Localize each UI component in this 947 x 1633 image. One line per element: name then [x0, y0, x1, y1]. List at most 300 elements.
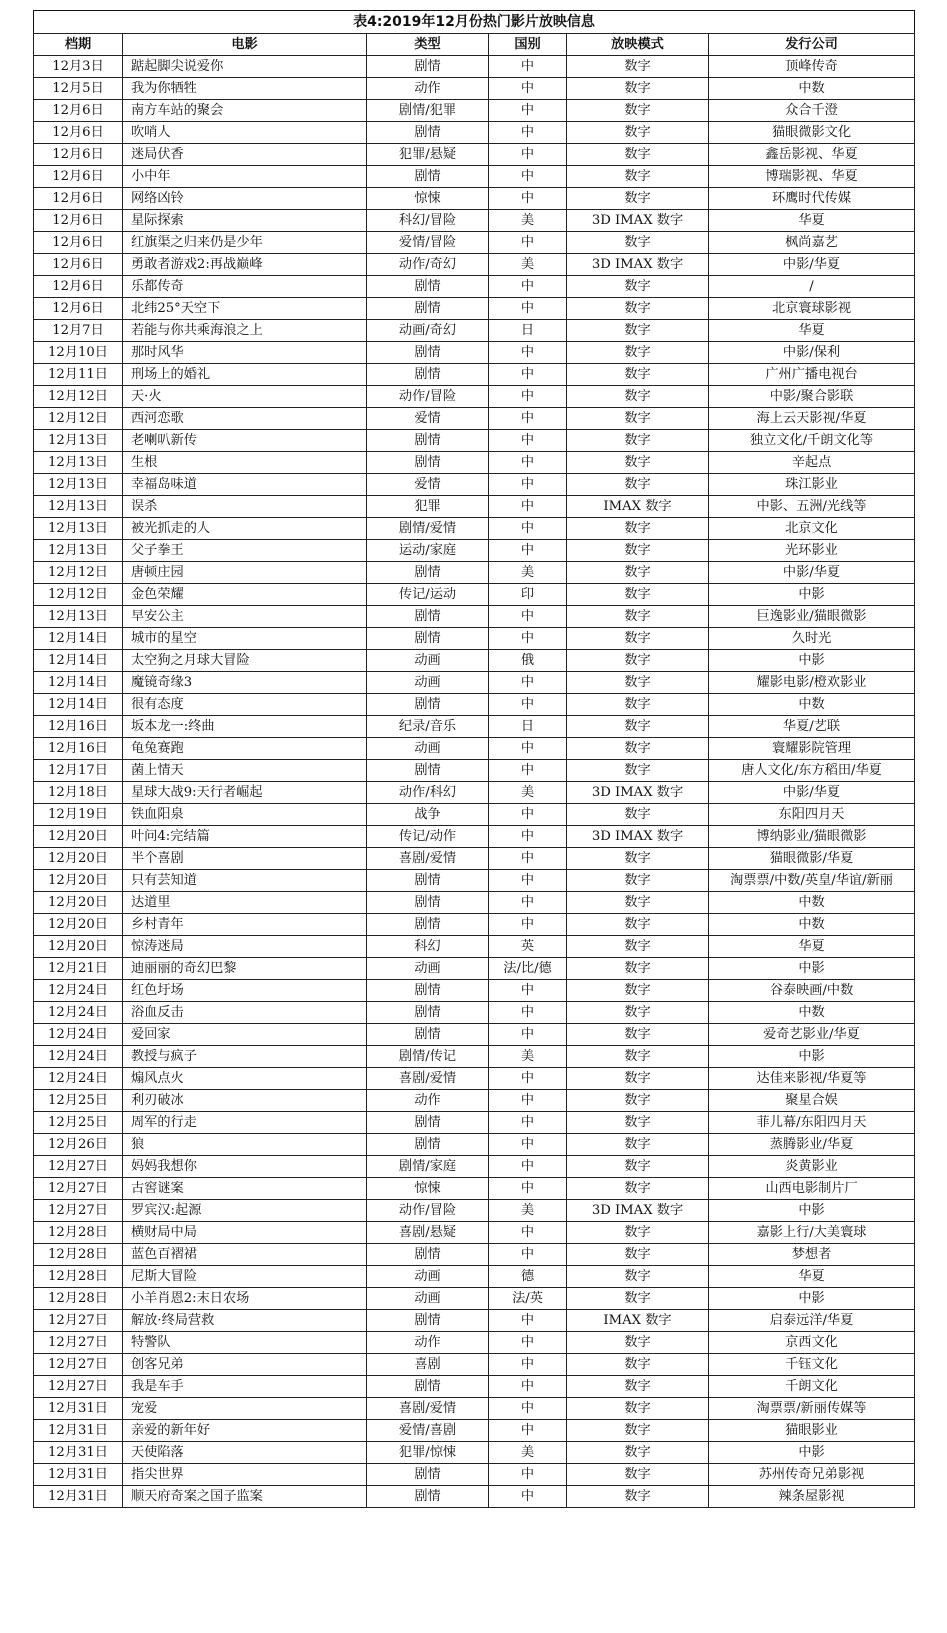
- cell-genre: 传记/运动: [367, 584, 489, 606]
- cell-country: 中: [489, 980, 567, 1002]
- cell-format: 3D IMAX 数字: [567, 782, 709, 804]
- cell-country: 中: [489, 628, 567, 650]
- cell-country: 中: [489, 56, 567, 78]
- cell-genre: 犯罪/悬疑: [367, 144, 489, 166]
- cell-country: 中: [489, 1332, 567, 1354]
- cell-date: 12月13日: [34, 452, 123, 474]
- header-country: 国别: [489, 34, 567, 56]
- cell-distributor: 博瑞影视、华夏: [709, 166, 915, 188]
- cell-genre: 剧情: [367, 1024, 489, 1046]
- table-row: [34, 562, 915, 584]
- cell-format: 数字: [567, 760, 709, 782]
- table-row: [34, 1046, 915, 1068]
- cell-distributor: 中数: [709, 914, 915, 936]
- cell-distributor: 中数: [709, 1002, 915, 1024]
- cell-distributor: 中影: [709, 1442, 915, 1464]
- cell-distributor: 中影: [709, 1288, 915, 1310]
- table-row: [34, 1398, 915, 1420]
- cell-distributor: 巨逸影业/猫眼微影: [709, 606, 915, 628]
- cell-format: 数字: [567, 606, 709, 628]
- cell-date: 12月31日: [34, 1486, 123, 1508]
- cell-date: 12月21日: [34, 958, 123, 980]
- cell-format: 数字: [567, 474, 709, 496]
- cell-country: 中: [489, 188, 567, 210]
- cell-distributor: 辣条屋影视: [709, 1486, 915, 1508]
- cell-movie: 宠爱: [123, 1398, 367, 1420]
- cell-genre: 剧情: [367, 870, 489, 892]
- cell-country: 中: [489, 430, 567, 452]
- cell-country: 美: [489, 562, 567, 584]
- cell-genre: 惊悚: [367, 1178, 489, 1200]
- cell-movie: 太空狗之月球大冒险: [123, 650, 367, 672]
- cell-genre: 剧情/爱情: [367, 518, 489, 540]
- table-row: [34, 1288, 915, 1310]
- cell-movie: 吹哨人: [123, 122, 367, 144]
- cell-distributor: 华夏: [709, 320, 915, 342]
- cell-movie: 铁血阳泉: [123, 804, 367, 826]
- cell-distributor: 中数: [709, 694, 915, 716]
- cell-distributor: 博纳影业/猫眼微影: [709, 826, 915, 848]
- cell-genre: 动画: [367, 1288, 489, 1310]
- cell-distributor: 启泰远洋/华夏: [709, 1310, 915, 1332]
- cell-genre: 犯罪: [367, 496, 489, 518]
- cell-format: 数字: [567, 1486, 709, 1508]
- table-body: [34, 56, 915, 1508]
- cell-movie: 迪丽丽的奇幻巴黎: [123, 958, 367, 980]
- cell-movie: 星球大战9:天行者崛起: [123, 782, 367, 804]
- table-row: [34, 1200, 915, 1222]
- table-row: [34, 694, 915, 716]
- cell-format: 数字: [567, 1354, 709, 1376]
- table-row: [34, 958, 915, 980]
- cell-distributor: 北京寰球影视: [709, 298, 915, 320]
- cell-country: 英: [489, 936, 567, 958]
- cell-format: 数字: [567, 1002, 709, 1024]
- cell-date: 12月20日: [34, 914, 123, 936]
- cell-country: 中: [489, 1310, 567, 1332]
- cell-country: 法/英: [489, 1288, 567, 1310]
- table-row: [34, 276, 915, 298]
- cell-movie: 若能与你共乘海浪之上: [123, 320, 367, 342]
- table-row: [34, 1464, 915, 1486]
- cell-distributor: 猫眼影业: [709, 1420, 915, 1442]
- cell-movie: 勇敢者游戏2:再战巅峰: [123, 254, 367, 276]
- cell-country: 德: [489, 1266, 567, 1288]
- table-row: [34, 1442, 915, 1464]
- cell-format: 3D IMAX 数字: [567, 1200, 709, 1222]
- cell-movie: 惊涛迷局: [123, 936, 367, 958]
- cell-genre: 动画/奇幻: [367, 320, 489, 342]
- cell-distributor: 耀影电影/橙欢影业: [709, 672, 915, 694]
- cell-genre: 战争: [367, 804, 489, 826]
- cell-genre: 剧情: [367, 694, 489, 716]
- cell-genre: 剧情/家庭: [367, 1156, 489, 1178]
- cell-date: 12月31日: [34, 1420, 123, 1442]
- table-row: [34, 408, 915, 430]
- cell-date: 12月26日: [34, 1134, 123, 1156]
- cell-date: 12月6日: [34, 144, 123, 166]
- cell-genre: 剧情: [367, 1376, 489, 1398]
- table-row: [34, 518, 915, 540]
- cell-format: 数字: [567, 342, 709, 364]
- cell-movie: 红色圩场: [123, 980, 367, 1002]
- cell-movie: 网络凶铃: [123, 188, 367, 210]
- cell-genre: 纪录/音乐: [367, 716, 489, 738]
- cell-distributor: 炎黄影业: [709, 1156, 915, 1178]
- cell-country: 中: [489, 892, 567, 914]
- cell-date: 12月6日: [34, 210, 123, 232]
- cell-distributor: 众合千澄: [709, 100, 915, 122]
- table-row: [34, 496, 915, 518]
- cell-date: 12月12日: [34, 386, 123, 408]
- cell-movie: 城市的星空: [123, 628, 367, 650]
- cell-genre: 动作/科幻: [367, 782, 489, 804]
- cell-genre: 剧情: [367, 914, 489, 936]
- table-row: [34, 716, 915, 738]
- cell-date: 12月20日: [34, 870, 123, 892]
- cell-movie: 顺天府奇案之国子监案: [123, 1486, 367, 1508]
- cell-date: 12月13日: [34, 540, 123, 562]
- cell-distributor: 千朗文化: [709, 1376, 915, 1398]
- table-row: [34, 1090, 915, 1112]
- cell-distributor: 光环影业: [709, 540, 915, 562]
- cell-movie: 达道里: [123, 892, 367, 914]
- cell-movie: 我是车手: [123, 1376, 367, 1398]
- table-row: [34, 1244, 915, 1266]
- cell-format: 数字: [567, 276, 709, 298]
- cell-distributor: 达佳来影视/华夏等: [709, 1068, 915, 1090]
- cell-country: 中: [489, 386, 567, 408]
- cell-movie: 踮起脚尖说爱你: [123, 56, 367, 78]
- cell-genre: 剧情: [367, 166, 489, 188]
- cell-distributor: 苏州传奇兄弟影视: [709, 1464, 915, 1486]
- cell-date: 12月27日: [34, 1156, 123, 1178]
- table-row: [34, 1068, 915, 1090]
- cell-country: 法/比/德: [489, 958, 567, 980]
- cell-date: 12月3日: [34, 56, 123, 78]
- cell-format: 数字: [567, 188, 709, 210]
- table-row: [34, 1376, 915, 1398]
- cell-movie: 北纬25°天空下: [123, 298, 367, 320]
- cell-format: 数字: [567, 78, 709, 100]
- cell-distributor: 千钰文化: [709, 1354, 915, 1376]
- cell-date: 12月27日: [34, 1376, 123, 1398]
- cell-genre: 喜剧/爱情: [367, 848, 489, 870]
- cell-genre: 动画: [367, 1266, 489, 1288]
- cell-date: 12月28日: [34, 1222, 123, 1244]
- cell-date: 12月7日: [34, 320, 123, 342]
- cell-country: 中: [489, 166, 567, 188]
- cell-genre: 剧情: [367, 364, 489, 386]
- cell-format: 数字: [567, 408, 709, 430]
- cell-country: 中: [489, 760, 567, 782]
- cell-distributor: 华夏/艺联: [709, 716, 915, 738]
- cell-date: 12月24日: [34, 1046, 123, 1068]
- cell-country: 中: [489, 1376, 567, 1398]
- table-row: [34, 1354, 915, 1376]
- cell-genre: 爱情: [367, 474, 489, 496]
- cell-date: 12月17日: [34, 760, 123, 782]
- cell-country: 美: [489, 1200, 567, 1222]
- cell-format: 数字: [567, 936, 709, 958]
- table-row: [34, 738, 915, 760]
- cell-date: 12月19日: [34, 804, 123, 826]
- cell-date: 12月6日: [34, 100, 123, 122]
- cell-date: 12月6日: [34, 166, 123, 188]
- cell-genre: 爱情/喜剧: [367, 1420, 489, 1442]
- cell-country: 日: [489, 320, 567, 342]
- cell-country: 中: [489, 1178, 567, 1200]
- cell-genre: 动作: [367, 1332, 489, 1354]
- cell-country: 中: [489, 1068, 567, 1090]
- cell-country: 中: [489, 1354, 567, 1376]
- header-movie: 电影: [123, 34, 367, 56]
- cell-genre: 动作/奇幻: [367, 254, 489, 276]
- header-row: [34, 34, 915, 56]
- cell-distributor: 广州广播电视台: [709, 364, 915, 386]
- cell-date: 12月13日: [34, 606, 123, 628]
- cell-movie: 很有态度: [123, 694, 367, 716]
- table-row: [34, 232, 915, 254]
- cell-country: 中: [489, 496, 567, 518]
- cell-movie: 金色荣耀: [123, 584, 367, 606]
- cell-format: 数字: [567, 1222, 709, 1244]
- cell-genre: 运动/家庭: [367, 540, 489, 562]
- table-container: [33, 10, 914, 1508]
- cell-format: 数字: [567, 1376, 709, 1398]
- cell-format: 数字: [567, 232, 709, 254]
- cell-format: 数字: [567, 1090, 709, 1112]
- cell-movie: 指尖世界: [123, 1464, 367, 1486]
- table-row: [34, 848, 915, 870]
- cell-genre: 喜剧/悬疑: [367, 1222, 489, 1244]
- cell-movie: 星际探索: [123, 210, 367, 232]
- cell-format: 数字: [567, 804, 709, 826]
- cell-movie: 南方车站的聚会: [123, 100, 367, 122]
- table-row: [34, 914, 915, 936]
- cell-distributor: 蒸腾影业/华夏: [709, 1134, 915, 1156]
- cell-genre: 喜剧/爱情: [367, 1068, 489, 1090]
- cell-country: 中: [489, 144, 567, 166]
- cell-movie: 天使陷落: [123, 1442, 367, 1464]
- cell-genre: 剧情: [367, 122, 489, 144]
- cell-genre: 惊悚: [367, 188, 489, 210]
- cell-distributor: 中影: [709, 1200, 915, 1222]
- cell-format: 数字: [567, 144, 709, 166]
- table-row: [34, 1420, 915, 1442]
- table-row: [34, 210, 915, 232]
- cell-distributor: 中影/聚合影联: [709, 386, 915, 408]
- cell-format: 3D IMAX 数字: [567, 254, 709, 276]
- cell-movie: 被光抓走的人: [123, 518, 367, 540]
- cell-format: 数字: [567, 386, 709, 408]
- cell-distributor: 辛起点: [709, 452, 915, 474]
- cell-date: 12月14日: [34, 628, 123, 650]
- cell-country: 中: [489, 1112, 567, 1134]
- table-row: [34, 430, 915, 452]
- table-row: [34, 166, 915, 188]
- cell-distributor: 鑫岳影视、华夏: [709, 144, 915, 166]
- cell-country: 中: [489, 1134, 567, 1156]
- cell-format: 数字: [567, 628, 709, 650]
- table-row: [34, 320, 915, 342]
- cell-movie: 浴血反击: [123, 1002, 367, 1024]
- cell-movie: 迷局伏香: [123, 144, 367, 166]
- table-row: [34, 1112, 915, 1134]
- header-distributor: 发行公司: [709, 34, 915, 56]
- cell-movie: 周军的行走: [123, 1112, 367, 1134]
- cell-date: 12月20日: [34, 826, 123, 848]
- cell-date: 12月6日: [34, 254, 123, 276]
- cell-country: 中: [489, 870, 567, 892]
- table-row: [34, 254, 915, 276]
- cell-format: 数字: [567, 870, 709, 892]
- cell-country: 中: [489, 914, 567, 936]
- cell-format: 数字: [567, 452, 709, 474]
- cell-format: 数字: [567, 1024, 709, 1046]
- cell-format: 数字: [567, 364, 709, 386]
- cell-country: 中: [489, 1002, 567, 1024]
- cell-country: 美: [489, 210, 567, 232]
- cell-date: 12月13日: [34, 474, 123, 496]
- cell-country: 中: [489, 408, 567, 430]
- cell-distributor: 菲儿幕/东阳四月天: [709, 1112, 915, 1134]
- cell-format: 数字: [567, 958, 709, 980]
- cell-country: 美: [489, 254, 567, 276]
- table-row: [34, 606, 915, 628]
- cell-date: 12月20日: [34, 892, 123, 914]
- cell-distributor: 中影/华夏: [709, 782, 915, 804]
- cell-movie: 特警队: [123, 1332, 367, 1354]
- cell-distributor: 嘉影上行/大美寰球: [709, 1222, 915, 1244]
- cell-genre: 传记/动作: [367, 826, 489, 848]
- cell-distributor: 枫尚嘉艺: [709, 232, 915, 254]
- cell-distributor: 环鹰时代传媒: [709, 188, 915, 210]
- cell-genre: 动作/冒险: [367, 386, 489, 408]
- cell-date: 12月6日: [34, 276, 123, 298]
- cell-date: 12月12日: [34, 562, 123, 584]
- cell-movie: 天·火: [123, 386, 367, 408]
- cell-movie: 叶问4:完结篇: [123, 826, 367, 848]
- cell-genre: 剧情/犯罪: [367, 100, 489, 122]
- cell-format: 数字: [567, 650, 709, 672]
- cell-format: 数字: [567, 716, 709, 738]
- cell-date: 12月6日: [34, 188, 123, 210]
- cell-distributor: 山西电影制片厂: [709, 1178, 915, 1200]
- cell-date: 12月24日: [34, 1024, 123, 1046]
- cell-format: 数字: [567, 980, 709, 1002]
- cell-country: 中: [489, 694, 567, 716]
- cell-format: 数字: [567, 1156, 709, 1178]
- cell-country: 中: [489, 606, 567, 628]
- cell-genre: 剧情: [367, 628, 489, 650]
- cell-genre: 剧情: [367, 276, 489, 298]
- cell-genre: 动画: [367, 672, 489, 694]
- cell-date: 12月12日: [34, 584, 123, 606]
- table-row: [34, 100, 915, 122]
- cell-country: 中: [489, 474, 567, 496]
- cell-format: 数字: [567, 1266, 709, 1288]
- cell-format: 数字: [567, 694, 709, 716]
- cell-movie: 半个喜剧: [123, 848, 367, 870]
- cell-movie: 罗宾汉:起源: [123, 1200, 367, 1222]
- cell-distributor: 淘票票/新丽传媒等: [709, 1398, 915, 1420]
- table-row: [34, 584, 915, 606]
- cell-format: 数字: [567, 56, 709, 78]
- cell-country: 中: [489, 804, 567, 826]
- cell-movie: 唐顿庄园: [123, 562, 367, 584]
- table-row: [34, 452, 915, 474]
- table-row: [34, 144, 915, 166]
- cell-date: 12月27日: [34, 1178, 123, 1200]
- cell-date: 12月5日: [34, 78, 123, 100]
- cell-date: 12月25日: [34, 1090, 123, 1112]
- table-row: [34, 386, 915, 408]
- cell-country: 美: [489, 782, 567, 804]
- cell-movie: 亲爱的新年好: [123, 1420, 367, 1442]
- cell-genre: 喜剧: [367, 1354, 489, 1376]
- cell-distributor: 华夏: [709, 1266, 915, 1288]
- cell-format: 数字: [567, 1178, 709, 1200]
- table-row: [34, 78, 915, 100]
- cell-movie: 爱回家: [123, 1024, 367, 1046]
- cell-country: 中: [489, 672, 567, 694]
- cell-movie: 误杀: [123, 496, 367, 518]
- cell-date: 12月25日: [34, 1112, 123, 1134]
- cell-date: 12月28日: [34, 1244, 123, 1266]
- cell-distributor: 猫眼微影文化: [709, 122, 915, 144]
- table-row: [34, 760, 915, 782]
- cell-date: 12月13日: [34, 496, 123, 518]
- cell-movie: 坂本龙一:终曲: [123, 716, 367, 738]
- table-row: [34, 1310, 915, 1332]
- cell-format: 数字: [567, 1046, 709, 1068]
- cell-genre: 爱情/冒险: [367, 232, 489, 254]
- table-row: [34, 1486, 915, 1508]
- cell-format: 数字: [567, 892, 709, 914]
- cell-format: 数字: [567, 100, 709, 122]
- table-row: [34, 628, 915, 650]
- screening-table: [33, 10, 915, 1508]
- cell-date: 12月16日: [34, 738, 123, 760]
- cell-date: 12月24日: [34, 1068, 123, 1090]
- cell-genre: 剧情: [367, 1112, 489, 1134]
- cell-date: 12月28日: [34, 1266, 123, 1288]
- cell-format: 数字: [567, 430, 709, 452]
- cell-date: 12月31日: [34, 1464, 123, 1486]
- header-date: 档期: [34, 34, 123, 56]
- cell-format: 数字: [567, 122, 709, 144]
- cell-genre: 动作: [367, 1090, 489, 1112]
- cell-genre: 剧情: [367, 892, 489, 914]
- cell-genre: 剧情: [367, 298, 489, 320]
- cell-country: 中: [489, 364, 567, 386]
- cell-genre: 剧情: [367, 342, 489, 364]
- table-row: [34, 1002, 915, 1024]
- table-row: [34, 980, 915, 1002]
- cell-genre: 动作: [367, 78, 489, 100]
- cell-country: 中: [489, 342, 567, 364]
- table-row: [34, 474, 915, 496]
- cell-country: 中: [489, 276, 567, 298]
- cell-country: 中: [489, 1090, 567, 1112]
- cell-format: 数字: [567, 672, 709, 694]
- cell-date: 12月14日: [34, 650, 123, 672]
- cell-genre: 动画: [367, 958, 489, 980]
- cell-genre: 科幻: [367, 936, 489, 958]
- cell-movie: 尼斯大冒险: [123, 1266, 367, 1288]
- cell-movie: 我为你牺牲: [123, 78, 367, 100]
